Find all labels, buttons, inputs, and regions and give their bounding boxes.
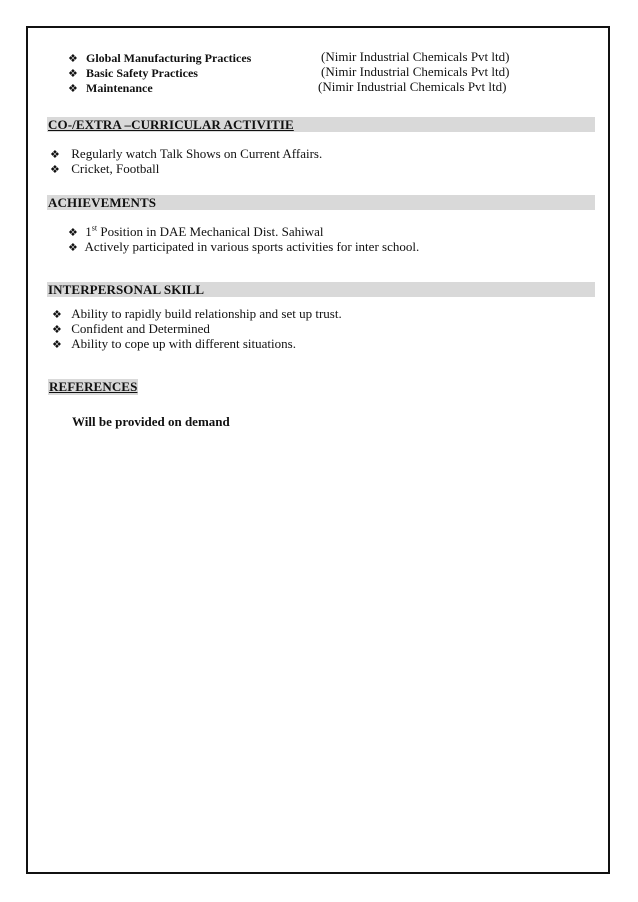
list-item — [52, 336, 296, 352]
diamond-bullet-icon: ❖ — [68, 242, 78, 254]
section-title-interpersonal: INTERPERSONAL SKILL — [48, 282, 205, 297]
diamond-bullet-icon: ❖ — [50, 149, 60, 161]
achievement-suffix: st — [91, 223, 98, 233]
training-org: (Nimir Industrial Chemicals Pvt ltd) — [321, 49, 510, 64]
list-item — [50, 161, 159, 177]
training-name: Basic Safety Practices — [86, 66, 198, 80]
diamond-bullet-icon: ❖ — [52, 309, 62, 321]
diamond-bullet-icon: ❖ — [68, 227, 78, 239]
diamond-bullet-icon: ❖ — [50, 164, 60, 176]
section-title-references: REFERENCES — [49, 379, 138, 394]
training-name: Global Manufacturing Practices — [86, 51, 252, 65]
list-item — [68, 239, 419, 255]
diamond-bullet-icon: ❖ — [68, 68, 78, 80]
list-item — [52, 321, 210, 337]
section-title-achievements: ACHIEVEMENTS — [48, 195, 157, 210]
list-item — [68, 224, 323, 240]
diamond-bullet-icon: ❖ — [52, 339, 62, 351]
activity-text: Cricket, Football — [71, 161, 160, 176]
achievement-text: Position in DAE Mechanical Dist. Sahiwal — [97, 224, 324, 239]
activity-text: Regularly watch Talk Shows on Current Affairs. — [71, 146, 323, 161]
skill-text: Ability to rapidly build relationship and set up trust. — [71, 306, 342, 321]
diamond-bullet-icon: ❖ — [52, 324, 62, 336]
list-item — [50, 146, 322, 162]
training-org: (Nimir Industrial Chemicals Pvt ltd) — [318, 79, 507, 94]
training-name: Maintenance — [86, 81, 153, 95]
section-title-cocurricular: CO-/EXTRA –CURRICULAR ACTIVITIE — [48, 117, 294, 132]
list-item — [68, 79, 153, 97]
list-item — [52, 306, 342, 322]
achievement-text: Actively participated in various sports activities for inter school. — [84, 239, 420, 254]
achievement-number: 1 — [85, 224, 92, 239]
skill-text: Confident and Determined — [71, 321, 210, 336]
references-text: Will be provided on demand — [72, 414, 230, 429]
skill-text: Ability to cope up with different situations. — [71, 336, 296, 351]
diamond-bullet-icon: ❖ — [68, 53, 78, 65]
training-org: (Nimir Industrial Chemicals Pvt ltd) — [321, 64, 510, 79]
diamond-bullet-icon: ❖ — [68, 83, 78, 95]
